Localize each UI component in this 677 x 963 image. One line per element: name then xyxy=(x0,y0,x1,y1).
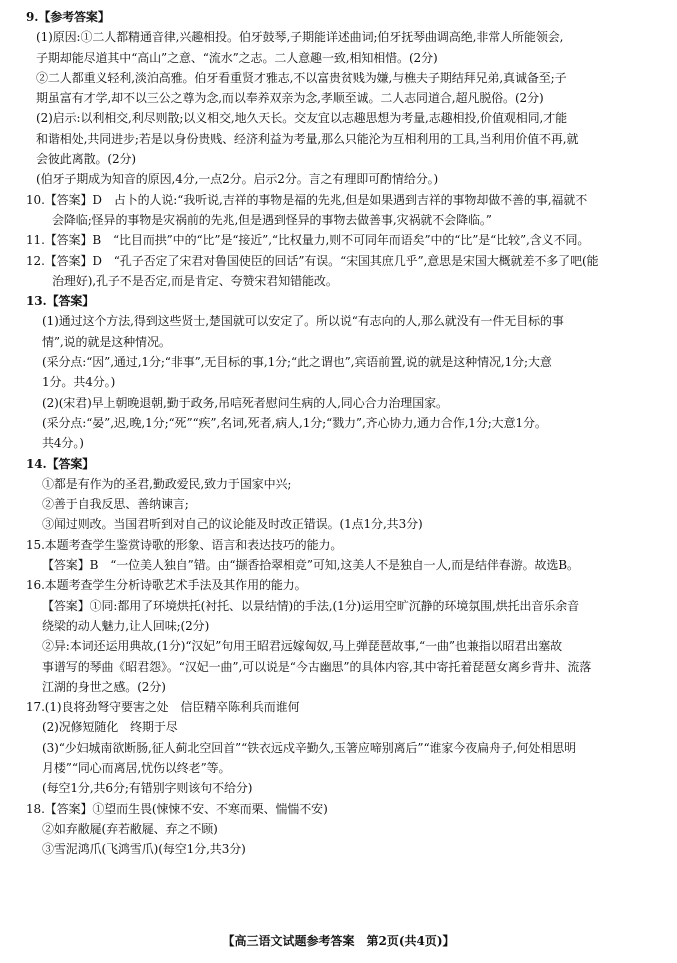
q15-intro: 15.本题考查学生鉴赏诗歌的形象、语言和表达技巧的能力。 xyxy=(26,537,343,552)
q9-line: 子期却能尽道其中“高山”之意、“流水”之志。二人意趣一致,相知相惜。(2分) xyxy=(36,50,438,65)
q16-intro: 16.本题考查学生分析诗歌艺术手法及其作用的能力。 xyxy=(26,578,307,593)
question-13 xyxy=(26,291,651,453)
q14-point: ③闻过则改。当国君听到对自己的议论能及时改正错误。(1点1分,共3分) xyxy=(42,517,423,532)
q13-scoring: (采分点:“晏”,迟,晚,1分;“死”“疾”,名词,死者,病人,1分;“戮力”,齐心协力,通力合作,1分;大意1分。 xyxy=(42,415,547,430)
q9-scoring-note: (伯牙子期成为知音的原因,4分,一点2分。启示2分。言之有理即可酌情给分。) xyxy=(36,172,439,187)
q16-line: 事谱写的琴曲《昭君怨》。“汉妃一曲”,可以说是“今古幽思”的具体内容,其中寄托着琵琶女离乡背井、流落 xyxy=(42,659,592,674)
q16-line: ②异:本词还运用典故,(1分)“汉妃”句用王昭君远嫁匈奴,马上弹琵琶故事,“一曲”也兼指以昭君出塞故 xyxy=(42,639,563,654)
q9-line: 和谐相处,共同进步;若是以身份贵贱、经济利益为考量,那么只能沦为互相利用的工具,当利用价值不再,就 xyxy=(36,131,579,146)
question-15 xyxy=(26,535,651,576)
question-17 xyxy=(26,697,651,798)
question-10 xyxy=(26,190,651,231)
q10-answer: 10.【答案】D 占卜的人说:“我听说,吉祥的事物是福的先兆,但是如果遇到吉祥的事物却做不善的事,福就不 xyxy=(26,192,588,207)
question-14 xyxy=(26,454,651,535)
question-9 xyxy=(26,7,651,190)
q11-answer: 11.【答案】B “比目而拱”中的“比”是“接近”,“比权量力,则不可同年而语矣”中的“比”是“比较”,含义不同。 xyxy=(26,233,590,248)
q15-answer: 【答案】B “一位美人独自”错。由“撷香拾翠相竞”可知,这美人不是独自一人,而是结伴春游。故选B。 xyxy=(42,558,579,573)
q17-line: (2)况修短随化 终期于尽 xyxy=(42,720,178,735)
q9-line: 会彼此离散。(2分) xyxy=(36,152,136,167)
q9-line: (1)原因:①二人都精通音律,兴趣相投。伯牙鼓琴,子期能详述曲词;伯牙抚琴曲调高绝,非常人所能领会, xyxy=(36,30,564,45)
question-16 xyxy=(26,575,651,697)
q14-heading: 14.【答案】 xyxy=(26,456,95,471)
q9-heading: 9.【参考答案】 xyxy=(26,10,110,24)
q18-line: ②如弃敝屣(弃若敝屣、弃之不顾) xyxy=(42,821,218,836)
q12-answer: 12.【答案】D “孔子否定了宋君对鲁国使臣的回话”有误。“宋国其庶几乎”,意思是宋国大概就差不多了吧(能 xyxy=(26,253,599,268)
q17-line: 月楼”“同心而离居,忧伤以终老”等。 xyxy=(42,760,231,775)
q13-line: 情”,说的就是这种情况。 xyxy=(42,334,171,349)
page-footer: 【高三语文试题参考答案 第2页(共4页)】 xyxy=(222,934,455,948)
question-12 xyxy=(26,251,651,292)
q13-scoring: 共4分。) xyxy=(42,436,84,451)
q18-line: ③雪泥鸿爪(飞鸿雪爪)(每空1分,共3分) xyxy=(42,842,246,857)
q14-point: ②善于自我反思、善纳谏言; xyxy=(42,497,189,512)
q14-point: ①都是有作为的圣君,勤政爱民,致力于国家中兴; xyxy=(42,476,292,491)
q16-answer: 【答案】①同:都用了环境烘托(衬托、以景结情)的手法,(1分)运用空旷沉静的环境氛围,烘托出音乐余音 xyxy=(42,598,580,613)
q13-scoring: (采分点:“因”,通过,1分;“非事”,无目标的事,1分;“此之谓也”,宾语前置,说的就是这种情况,1分;大意 xyxy=(42,355,552,370)
question-18 xyxy=(26,799,651,860)
q17-scoring: (每空1分,共6分;有错别字则该句不给分) xyxy=(42,781,253,796)
q10-line: 会降临;怪异的事物是灾祸前的先兆,但是遇到怪异的事物去做善事,灾祸就不会降临。” xyxy=(52,212,492,227)
q9-line: 期虽富有才学,却不以三公之尊为念,而以奉养双亲为念,孝顺至诚。二人志同道合,超凡脱俗。(2分) xyxy=(36,91,544,106)
q18-answer: 18.【答案】①望而生畏(悚悚不安、不寒而栗、惴惴不安) xyxy=(26,801,328,816)
q13-scoring: 1分。共4分。) xyxy=(42,375,116,390)
q17-answer: 17.(1)良将劲弩守要害之处 信臣精卒陈利兵而谁何 xyxy=(26,700,300,715)
q16-line: 绕梁的动人魅力,让人回味;(2分) xyxy=(42,618,210,633)
q9-line: ②二人都重义轻利,淡泊高雅。伯牙看重贤才雅志,不以富贵贫贱为嫌,与樵夫子期结拜兄弟,真诚备至;子 xyxy=(36,70,567,85)
q9-line: (2)启示:以利相交,利尽则散;以义相交,地久天长。交友宜以志趣思想为考量,志趣相投,价值观相同,才能 xyxy=(36,111,568,126)
q16-line: 江湖的身世之感。(2分) xyxy=(42,679,166,694)
q13-heading: 13.【答案】 xyxy=(26,294,95,309)
q13-line: (1)通过这个方法,得到这些贤士,楚国就可以安定了。所以说“有志向的人,那么就没有一件无目标的事 xyxy=(42,314,564,329)
question-11 xyxy=(26,230,651,250)
q13-line: (2)(宋君)早上朝晚退朝,勤于政务,吊唁死者慰问生病的人,同心合力治理国家。 xyxy=(42,395,448,410)
q17-line: (3)“少妇城南欲断肠,征人蓟北空回首”“铁衣远戍辛勤久,玉箸应啼别离后”“谁家今夜扁舟子,何处相思明 xyxy=(42,740,577,755)
q12-line: 治理好),孔子不是否定,而是肯定、夸赞宋君知错能改。 xyxy=(52,273,338,288)
